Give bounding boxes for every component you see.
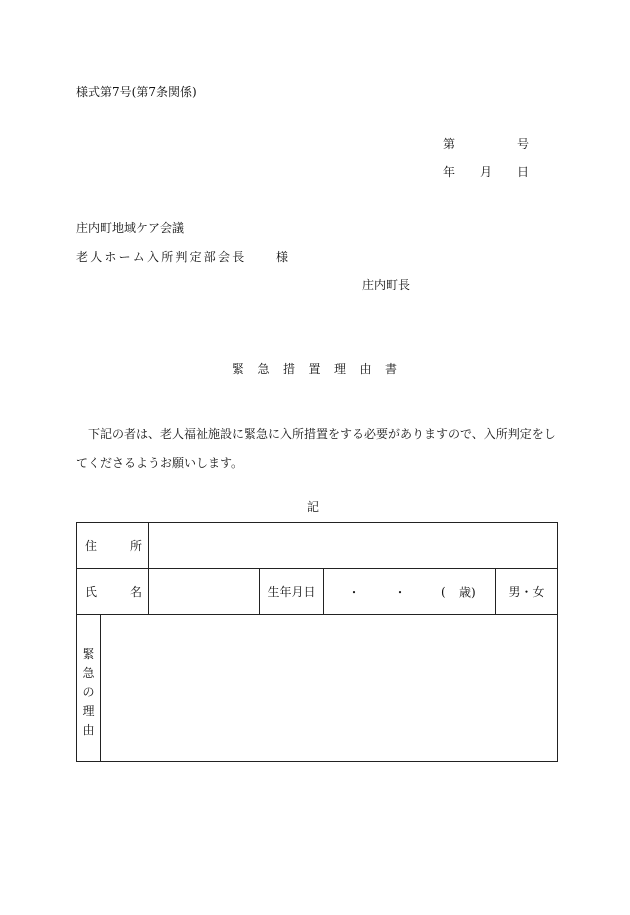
body-paragraph: 下記の者は、老人福祉施設に緊急に入所措置をする必要がありますので、入所判定をしてくださるようお願いします。 xyxy=(76,427,556,470)
reason-char-2: 急 xyxy=(82,666,95,680)
dob-label: 生年月日 xyxy=(260,569,324,615)
gender-cell[interactable]: 男・女 xyxy=(496,569,558,615)
address-label-char2: 所 xyxy=(129,539,142,553)
form-table xyxy=(76,522,558,762)
reason-char-3: の xyxy=(82,685,95,699)
dob-dot-2: ・ xyxy=(394,585,407,599)
number-prefix: 第 xyxy=(443,137,456,151)
age-label: 歳) xyxy=(459,585,476,599)
reason-char-1: 緊 xyxy=(82,647,95,661)
reason-label-cell xyxy=(77,615,101,762)
reason-char-4: 理 xyxy=(82,704,95,718)
addressee-organization: 庄内町地域ケア会議 xyxy=(76,221,185,235)
addressee-title: 老人ホーム入所判定部会長 xyxy=(76,250,247,264)
address-label-char1: 住 xyxy=(85,539,98,553)
address-label-cell xyxy=(77,523,149,569)
document-title: 緊急措置理由書 xyxy=(232,362,411,376)
reason-char-5: 由 xyxy=(82,723,95,737)
dob-value-cell[interactable] xyxy=(324,569,496,615)
number-suffix: 号 xyxy=(517,137,530,151)
ki-heading: 記 xyxy=(307,500,320,514)
addressee-honorific: 様 xyxy=(276,250,289,264)
name-label-char1: 氏 xyxy=(85,585,98,599)
form-number: 様式第7号(第7条関係) xyxy=(76,85,197,99)
dob-dot-1: ・ xyxy=(348,585,361,599)
reason-value-cell[interactable] xyxy=(101,615,558,762)
name-row xyxy=(77,569,558,615)
address-row xyxy=(77,523,558,569)
name-label-char2: 名 xyxy=(129,585,142,599)
reason-row xyxy=(77,615,558,762)
age-open-paren: ( xyxy=(441,584,446,599)
date-day: 日 xyxy=(517,165,530,179)
date-year: 年 xyxy=(443,165,456,179)
name-label-cell xyxy=(77,569,149,615)
address-value-cell[interactable] xyxy=(149,523,558,569)
name-value-cell[interactable] xyxy=(149,569,260,615)
date-month: 月 xyxy=(480,165,493,179)
sender-name: 庄内町長 xyxy=(362,278,411,292)
